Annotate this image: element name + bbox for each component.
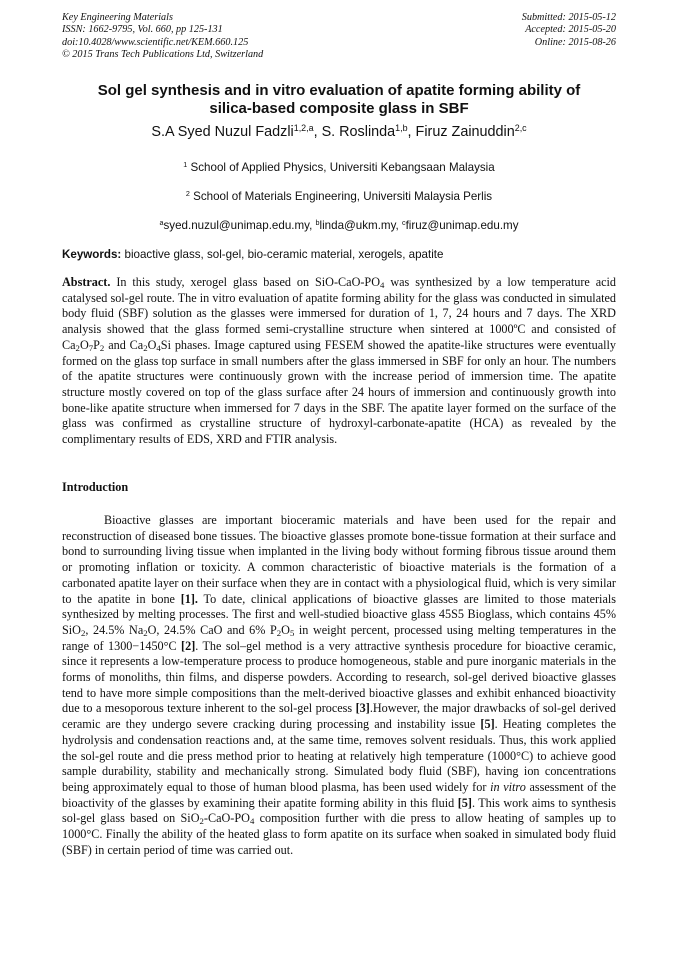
submitted-date: Submitted: 2015-05-12: [521, 12, 616, 23]
author-name: S. Roslinda: [321, 124, 396, 140]
body-text: . The sol–gel method is a very attractive synthesis procedure for bioactive ceramic, since it represents a low-temperature process to produce homogeneous, stable and pure inorganic materials in the forms of monoliths, thin films, and disperse powders. According to research, sol-gel derived bioactive glasses tend to have more simple compositions than the melt-derived bioactive glasses and exhibit enhanced bioactivity due to a mesoporous texture inherent to the sol-gel process: [62, 638, 617, 716]
affiliation-text: School of Applied Physics, Universiti Kebangsaan Malaysia: [187, 161, 495, 174]
journal-info: [62, 12, 263, 61]
abstract-text: P: [93, 337, 100, 352]
subscript: 2: [143, 343, 148, 353]
affiliation-text: School of Materials Engineering, Universiti Malaysia Perlis: [189, 190, 493, 203]
body-text: To date, clinical applications of bioactive glasses are limited to those materials synthesized by melting processes. The first and well-studied bioactive glass 45S5 Bioglass, which contains 45% SiO: [62, 591, 616, 637]
accepted-date: Accepted: 2015-05-20: [525, 24, 616, 36]
email-address[interactable]: firuz@unimap.edu.my: [405, 219, 519, 232]
subscript: 4: [380, 280, 385, 291]
email-key: b: [315, 218, 320, 228]
copyright-line: © 2015 Trans Tech Publications Ltd, Switzerland: [62, 48, 264, 60]
affiliation-2: [62, 190, 616, 203]
author-name: S.A Syed Nuzul Fadzli: [151, 124, 294, 140]
citation-ref[interactable]: [2]: [181, 638, 196, 653]
body-text: .However, the major drawbacks of sol-gel derived ceramic are they undergo severe cracking during processing and instability issue: [62, 701, 616, 732]
affiliation-number: 2: [185, 189, 190, 199]
affiliation-1: [62, 161, 616, 174]
keywords: [62, 248, 618, 261]
title-line-1: Sol gel synthesis and in vitro evaluation of apatite forming ability of: [97, 82, 581, 99]
author-separator: ,: [407, 124, 416, 140]
email-list: [62, 219, 616, 232]
author-affiliation-mark: 1,2,a: [293, 123, 314, 134]
abstract-label: Abstract.: [62, 275, 111, 289]
author-affiliation-mark: 1,b: [395, 123, 408, 134]
email-address[interactable]: syed.nuzul@unimap.edu.my,: [163, 219, 316, 232]
email-key: a: [159, 218, 164, 228]
introduction-paragraph: [62, 513, 616, 858]
subscript: 4: [156, 343, 161, 353]
author-list: [62, 124, 616, 140]
body-text: O: [281, 622, 290, 637]
body-text: Bioactive glasses are important bioceramic materials and have been used for the repair and reconstruction of diseased bone tissues. The bioactive glasses promote bone-tissue formation at their surface and bond to surrounding living tissue when implanted in the living body without forming fibrous tissue around them or promoting inflation or toxicity. A common characteristic of bioactive materials is the formation of a carbonated apatite layer on their surface when they are in contact with a physiological fluid, which is very similar to the apatite in bone: [62, 513, 616, 606]
subscript: 7: [88, 343, 94, 353]
body-text: . This work aims to synthesis sol-gel glass based on SiO: [62, 795, 616, 826]
subscript: 2: [75, 343, 80, 353]
abstract-text: O: [147, 337, 157, 352]
citation-ref[interactable]: [5]: [480, 717, 495, 732]
citation-ref[interactable]: [5]: [457, 795, 472, 810]
body-text: , 24.5% Na: [85, 622, 144, 637]
subscript: 2: [143, 628, 148, 639]
affiliation-number: 1: [183, 160, 188, 170]
body-text: . Heating completes the hydrolysis and condensation reactions and, at the same time, removes solvent residuals. Thus, this work applied the sol-gel route and die press method prior to heating at relatively high temperature (1000°C) to achieve good sample durability, stability and mechanically strong. Simulated body fluid (SBF), having ion concentrations being approximately equal to those of human blood plasma, has been used widely for: [62, 717, 616, 794]
paper-title: [62, 82, 616, 118]
online-date: Online: 2015-08-26: [534, 36, 616, 48]
abstract-text: Si phases. Image captured using FESEM showed the apatite-like structures were eventually formed on the glass top surface in small numbers after the glass immersed in SBF for only an hour. The numbers of the apatite structures were continuously grown with the increase period of immersion time. The apatite structure mostly covered on top of the glass surface after 24 hours of immersion and continuously growth into bone-like apatite structure when immersed for 7 days in the SBF. The apatite layer formed on the surface of the glass was confirmed as crystalline structure of hydroxyl-carbonate-apatite (HCA) as revealed by the complimentary results of EDS, XRD and FTIR analysis.: [62, 337, 616, 447]
email-key: c: [401, 218, 406, 228]
author-name: Firuz Zainuddin: [415, 124, 515, 140]
subscript: 2: [99, 343, 105, 353]
citation-ref[interactable]: [3]: [355, 701, 370, 716]
subscript: 2: [276, 628, 282, 639]
subscript: 2: [199, 816, 204, 827]
issn-line: ISSN: 1662-9795, Vol. 660, pp 125-131: [62, 24, 223, 36]
italic-term: in vitro: [490, 779, 526, 794]
body-text: in weight percent, processed using melting temperatures in the range of 1300−1450°C: [62, 622, 616, 653]
subscript: 5: [289, 628, 295, 639]
subscript: 2: [80, 628, 86, 639]
abstract: [62, 275, 616, 448]
body-text: composition further with die press to allow heating of samples up to 1000°C. Finally the ability of the heated glass to form apatite on its surface when soaked in simulated body fluid (SBF) in certain period of time was carried out.: [62, 811, 616, 857]
dates-info: [522, 12, 616, 49]
body-text: O, 24.5% CaO and 6% P: [147, 622, 277, 637]
introduction-heading: Introduction: [62, 480, 129, 494]
doi-line: doi:10.4028/www.scientific.net/KEM.660.125: [62, 36, 249, 48]
keywords-text: bioactive glass, sol-gel, bio-ceramic material, xerogels, apatite: [121, 248, 444, 261]
abstract-text: In this study, xerogel glass based on SiO-CaO-PO: [110, 275, 381, 289]
body-text: -CaO-PO: [203, 811, 250, 826]
title-line-2: silica-based composite glass in SBF: [209, 100, 469, 117]
keywords-label: Keywords:: [62, 248, 122, 261]
abstract-text: and Ca: [104, 337, 144, 352]
email-address[interactable]: linda@ukm.my,: [319, 219, 402, 232]
abstract-text: was synthesized by a low temperature acid catalysed sol-gel route. The in vitro evaluation of apatite forming ability for the glass was conducted in simulated body fluid (SBF) solution as the glasses were immersed for duration of 1, 7, 24 hours and 7 days. The XRD analysis showed that the glass formed semi-crystalline structure when sintered at 1000ºC and consisted of Ca: [62, 275, 616, 352]
subscript: 4: [249, 816, 255, 827]
journal-name: Key Engineering Materials: [62, 12, 173, 23]
abstract-text: O: [79, 337, 89, 352]
body-text: assessment of the bioactivity of the glasses by examining their apatite forming ability in this fluid: [62, 779, 617, 810]
author-separator: ,: [313, 124, 322, 140]
citation-ref[interactable]: [1].: [180, 591, 198, 606]
author-affiliation-mark: 2,c: [514, 123, 527, 134]
